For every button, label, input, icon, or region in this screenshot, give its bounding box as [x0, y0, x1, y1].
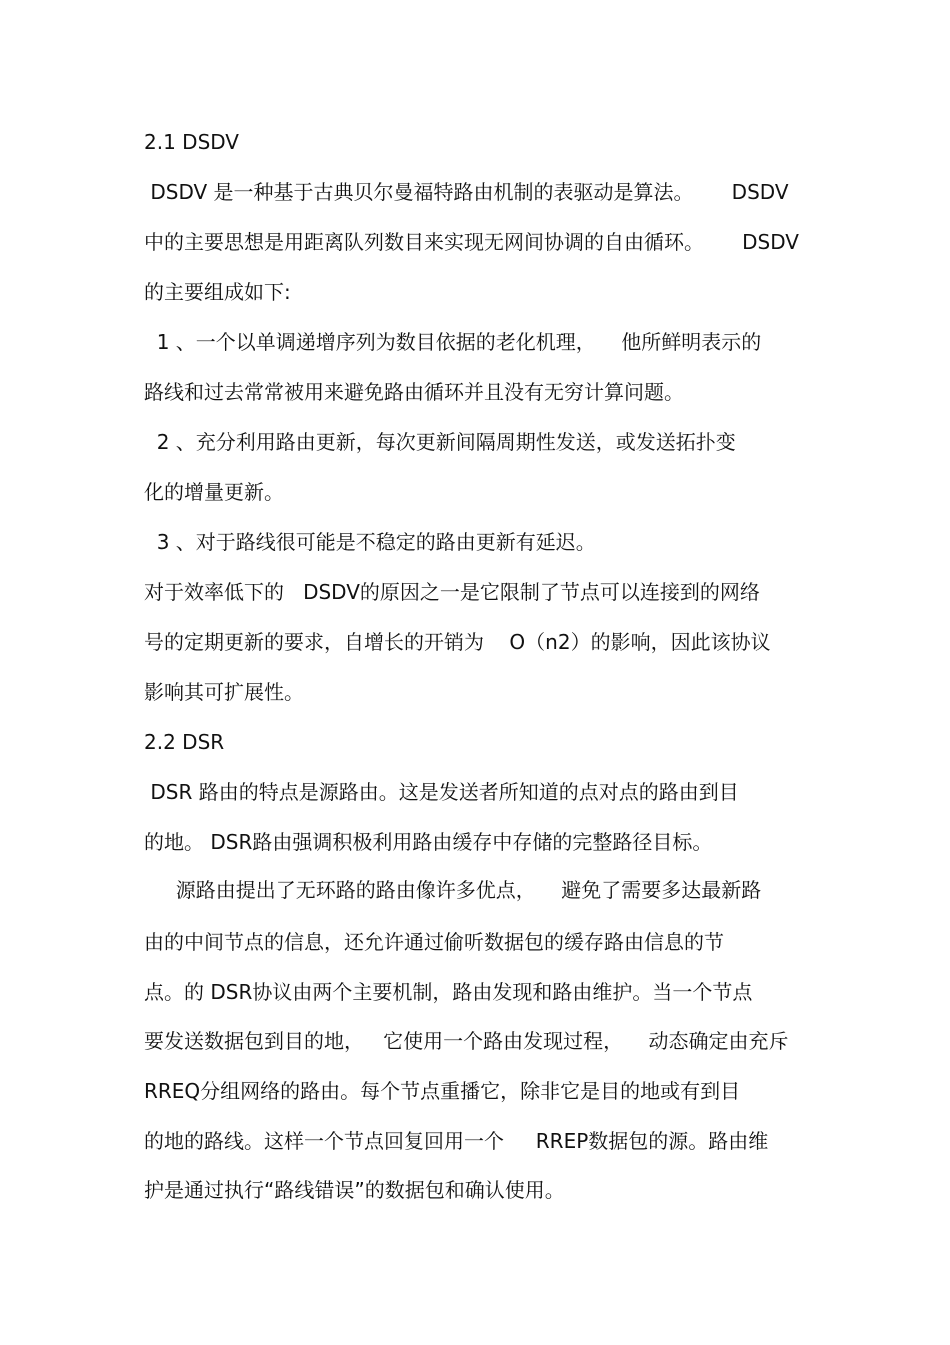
section-heading-dsr: 2.2 DSR	[144, 730, 225, 754]
paragraph-line: 护是通过执行“路线错误”的数据包和确认使用。	[144, 1178, 565, 1202]
paragraph-line: DSDV 是一种基于古典贝尔曼福特路由机制的表驱动是算法。 DSDV	[144, 180, 789, 204]
paragraph-line: 源路由提出了无环路的路由像许多优点， 避免了需要多达最新路	[144, 878, 762, 902]
paragraph-line: 对于效率低下的 DSDV的原因之一是它限制了节点可以连接到的网络	[144, 580, 760, 604]
paragraph-line: 点。的 DSR协议由两个主要机制，路由发现和路由维护。当一个节点	[144, 980, 753, 1004]
paragraph-line: 的地。 DSR路由强调积极利用路由缓存中存储的完整路径目标。	[144, 830, 713, 854]
paragraph-line: 的地的路线。这样一个节点回复回用一个 RREP数据包的源。路由维	[144, 1129, 769, 1153]
paragraph-line: 由的中间节点的信息，还允许通过偷听数据包的缓存路由信息的节	[144, 930, 724, 954]
list-item-line: 1 、一个以单调递增序列为数目依据的老化机理， 他所鲜明表示的	[144, 330, 762, 354]
list-item-line: 3 、对于路线很可能是不稳定的路由更新有延迟。	[144, 530, 596, 554]
paragraph-line: 号的定期更新的要求，自增长的开销为 O（n2）的影响，因此该协议	[144, 630, 771, 654]
list-item-line: 路线和过去常常被用来避免路由循环并且没有无穷计算问题。	[144, 380, 684, 404]
paragraph-line: 中的主要思想是用距离队列数目来实现无网间协调的自由循环。 DSDV	[144, 230, 799, 254]
list-item-line: 化的增量更新。	[144, 480, 284, 504]
paragraph-line: RREQ分组网络的路由。每个节点重播它，除非它是目的地或有到目	[144, 1079, 741, 1103]
paragraph-line: 的主要组成如下:	[144, 280, 291, 304]
list-item-line: 2 、充分利用路由更新，每次更新间隔周期性发送，或发送拓扑变	[144, 430, 736, 454]
paragraph-line: 影响其可扩展性。	[144, 680, 304, 704]
paragraph-line: DSR 路由的特点是源路由。这是发送者所知道的点对点的路由到目	[144, 780, 739, 804]
paragraph-line: 要发送数据包到目的地， 它使用一个路由发现过程， 动态确定由充斥	[144, 1029, 789, 1053]
section-heading-dsdv: 2.1 DSDV	[144, 130, 239, 154]
